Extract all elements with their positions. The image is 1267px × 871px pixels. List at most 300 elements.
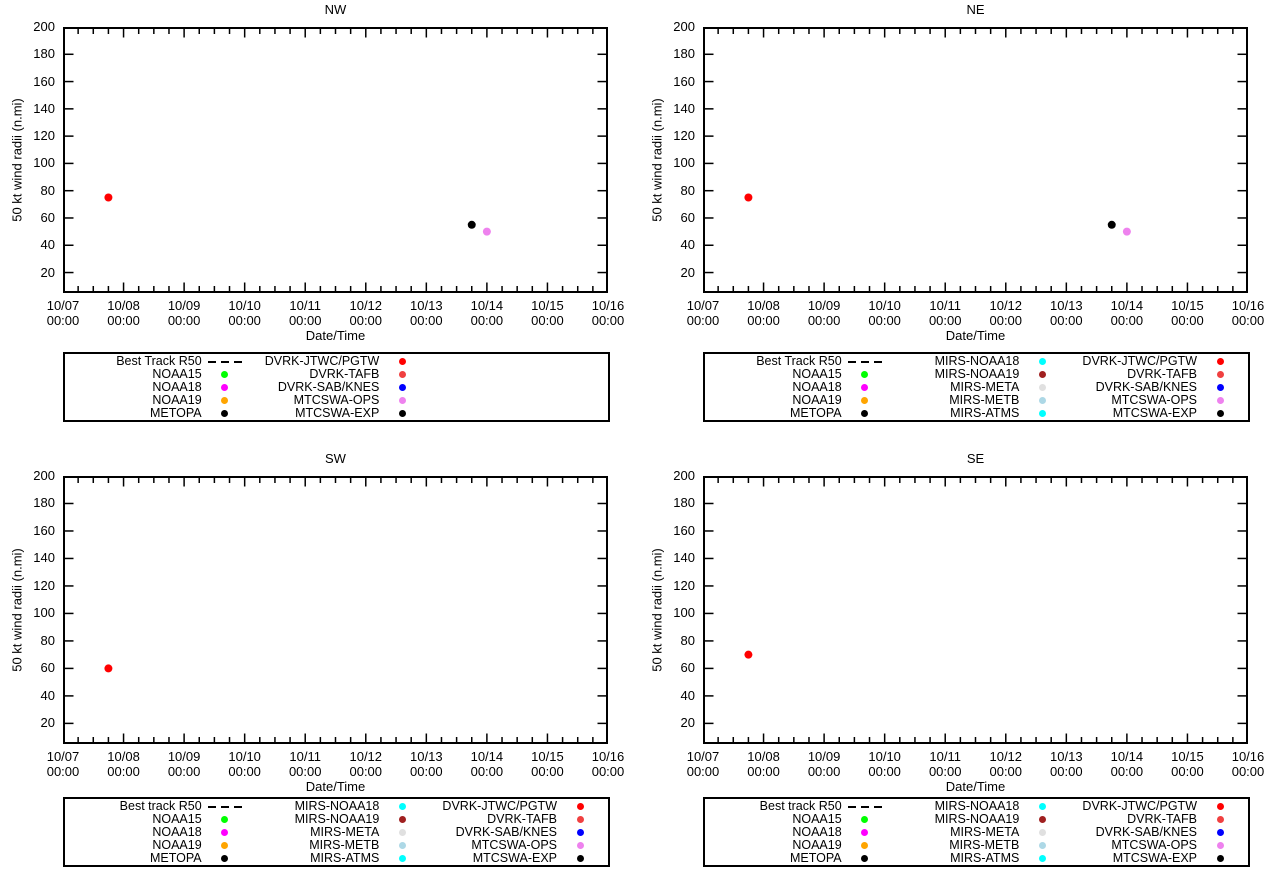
legend-label: MIRS-ATMS [950,406,1020,420]
x-tick-date: 10/14 [1110,298,1144,313]
x-tick-date: 10/13 [410,749,443,764]
dashed-line-sample [861,361,869,363]
legend-marker-dot [1039,397,1046,404]
plot-frame [64,28,607,292]
legend-marker-dot [399,816,406,823]
legend-label: DVRK-JTWC/PGTW [264,354,380,368]
legend-marker [1019,816,1065,823]
legend-label: DVRK-SAB/KNES [1095,825,1197,839]
x-tick-label [523,298,571,328]
legend-marker-dot [221,816,228,823]
x-tick-time: 00:00 [989,764,1023,779]
legend-marker [1019,855,1065,862]
x-tick-label [160,298,208,328]
legend-label: DVRK-SAB/KNES [455,825,557,839]
legend-marker [557,816,603,823]
x-tick-label [800,298,848,328]
x-tick-date: 10/10 [228,298,261,313]
legend-label: NOAA15 [152,367,202,381]
y-tick-label: 80 [40,632,55,648]
y-tick-label: 100 [673,155,695,171]
x-tick-label [160,749,208,779]
plot-area-sw [63,476,608,744]
legend-marker [842,384,888,391]
legend-marker [202,410,248,417]
legend-marker [842,816,888,823]
x-tick-label [921,749,969,779]
legend-marker [379,358,425,365]
legend-marker [842,361,888,363]
legend-entry [425,852,603,865]
legend-marker-dot [1039,371,1046,378]
dashed-line-sample [221,361,229,363]
x-tick-time: 00:00 [167,313,201,328]
legend-marker [1019,384,1065,391]
legend-marker [842,842,888,849]
legend-column-3 [1065,800,1243,865]
legend-label: DVRK-JTWC/PGTW [442,799,557,813]
y-tick-label: 100 [33,605,55,621]
legend-marker-dot [1039,410,1046,417]
y-axis-label-nw: 50 kt wind radii (n.mi) [9,98,25,222]
legend-label: MIRS-NOAA18 [934,354,1020,368]
legend-marker-dot [1217,803,1224,810]
x-tick-label [1103,298,1151,328]
legend-label: DVRK-TAFB [1127,812,1197,826]
legend-marker-dot [861,842,868,849]
x-tick-label [1163,298,1211,328]
x-tick-time: 00:00 [928,313,962,328]
legend-marker-dot [1217,410,1224,417]
x-tick-time: 00:00 [686,313,720,328]
x-tick-date: 10/14 [1110,749,1144,764]
y-tick-label: 180 [673,46,695,62]
legend-marker [379,371,425,378]
legend-label: METOPA [790,851,842,865]
legend-label: MIRS-METB [309,838,380,852]
y-tick-label: 80 [40,182,55,198]
legend-marker-dot [1039,842,1046,849]
x-tick-label [1103,749,1151,779]
legend-marker [379,803,425,810]
x-tick-label [584,749,632,779]
legend-label: DVRK-TAFB [487,812,557,826]
dashed-line-sample [208,361,216,363]
legend-label: NOAA18 [152,825,202,839]
x-tick-date: 10/15 [531,749,564,764]
x-tick-time: 00:00 [46,313,80,328]
legend-marker [557,829,603,836]
legend-marker [842,806,888,808]
x-tick-label [463,298,511,328]
x-tick-label [221,298,269,328]
legend-marker [202,371,248,378]
x-tick-date: 10/09 [167,298,201,313]
legend-marker-dot [577,816,584,823]
x-tick-date: 10/10 [868,298,901,313]
legend-marker [1019,803,1065,810]
dashed-line-sample [221,806,229,808]
legend-marker [379,816,425,823]
legend-marker [202,806,248,808]
x-tick-label [39,749,87,779]
x-tick-date: 10/07 [46,749,80,764]
plot-frame [64,477,607,743]
legend-label: DVRK-SAB/KNES [1095,380,1197,394]
x-tick-label [740,298,788,328]
y-tick-label: 200 [673,468,695,483]
legend-marker-dot [1039,855,1046,862]
y-tick-label: 100 [33,155,55,171]
legend-marker [1197,410,1243,417]
y-tick-label: 180 [33,46,55,62]
legend-marker-dot [1217,816,1224,823]
x-tick-time: 00:00 [1171,313,1204,328]
x-tick-time: 00:00 [288,764,322,779]
y-tick-label: 200 [673,19,695,34]
y-tick-label: 120 [33,128,55,144]
legend-marker [1019,829,1065,836]
x-tick-time: 00:00 [46,764,80,779]
legend-label: Best track R50 [759,799,842,813]
legend-label: METOPA [790,406,842,420]
legend-marker [1197,803,1243,810]
legend-marker [379,829,425,836]
y-tick-label: 40 [680,687,695,703]
legend-marker [1019,410,1065,417]
x-tick-time: 00:00 [470,764,504,779]
panel-title-ne: NE [966,2,985,17]
legend-marker [1197,358,1243,365]
x-tick-date: 10/13 [1050,298,1083,313]
legend-label: MIRS-ATMS [310,851,380,865]
x-tick-date: 10/16 [591,298,625,313]
x-tick-label [402,298,450,328]
x-axis-label-nw: Date/Time [305,328,366,343]
x-tick-time: 00:00 [1050,313,1083,328]
legend-column-1 [70,355,248,420]
x-tick-date: 10/15 [531,298,564,313]
legend-column-1 [70,800,248,865]
x-tick-time: 00:00 [1171,764,1204,779]
legend-label: MIRS-META [310,825,380,839]
legend-marker [557,803,603,810]
x-tick-date: 10/11 [929,298,961,313]
x-tick-date: 10/16 [1231,749,1265,764]
legend-label: MTCSWA-OPS [293,393,380,407]
x-tick-time: 00:00 [1110,764,1144,779]
x-axis-label-ne: Date/Time [945,328,1006,343]
legend-marker [202,384,248,391]
legend-label: MIRS-META [950,380,1020,394]
legend-marker [202,842,248,849]
legend-marker-dot [1217,842,1224,849]
y-tick-label: 60 [680,660,695,676]
x-tick-label [100,298,148,328]
legend-label: MIRS-META [950,825,1020,839]
y-tick-label: 100 [673,605,695,621]
legend-entry [888,852,1066,865]
y-tick-label: 120 [673,128,695,144]
legend-marker-dot [221,842,228,849]
x-tick-time: 00:00 [928,764,962,779]
legend-marker [379,842,425,849]
dashed-line-sample [874,361,882,363]
legend-marker-dot [861,829,868,836]
dashed-line-sample [234,361,242,363]
legend-entry [70,852,248,865]
x-tick-time: 00:00 [107,764,140,779]
legend-label: MTCSWA-EXP [295,406,380,420]
legend-column-3 [1065,355,1243,420]
legend-marker-dot [1217,358,1224,365]
legend-label: MTCSWA-EXP [1112,851,1197,865]
x-tick-date: 10/11 [289,298,321,313]
legend-marker [202,816,248,823]
dashed-line-sample [848,361,856,363]
legend-entry [70,407,248,420]
x-tick-time: 00:00 [1231,764,1265,779]
x-tick-label [1042,749,1090,779]
x-tick-date: 10/14 [470,749,504,764]
y-tick-label: 200 [33,19,55,34]
plot-area-ne [703,27,1248,293]
legend-entry [710,407,888,420]
x-tick-time: 00:00 [747,764,780,779]
x-tick-label [523,749,571,779]
y-tick-label: 40 [40,237,55,253]
legend-marker-dot [399,410,406,417]
data-point-mtcswa-ops [483,228,491,236]
x-tick-date: 10/12 [989,749,1023,764]
y-tick-label: 180 [673,495,695,511]
legend-column-3 [425,800,603,865]
legend-marker-dot [1217,855,1224,862]
y-axis-label-se: 50 kt wind radii (n.mi) [649,548,665,672]
x-tick-time: 00:00 [228,764,261,779]
legend-marker [379,410,425,417]
plot-frame [704,28,1247,292]
legend-marker-dot [221,384,228,391]
legend-column-1 [710,355,888,420]
legend-marker [842,829,888,836]
x-tick-label [982,298,1030,328]
x-tick-label [281,749,329,779]
legend-marker [1197,816,1243,823]
legend-label: Best Track R50 [116,354,202,368]
legend-label: MIRS-NOAA19 [934,812,1020,826]
legend-label: MIRS-METB [949,838,1020,852]
x-tick-time: 00:00 [1110,313,1144,328]
x-tick-date: 10/16 [1231,298,1265,313]
legend-marker [379,397,425,404]
y-tick-label: 20 [40,264,55,280]
legend-entry [888,407,1066,420]
y-tick-label: 80 [680,182,695,198]
legend-label: METOPA [150,851,202,865]
x-tick-label [463,749,511,779]
x-tick-date: 10/11 [929,749,961,764]
legend-marker-dot [399,855,406,862]
legend-marker-dot [861,397,868,404]
y-tick-label: 20 [680,264,695,280]
legend-marker-dot [399,842,406,849]
y-tick-label: 60 [40,209,55,225]
x-tick-time: 00:00 [868,764,901,779]
legend-label: MIRS-NOAA18 [934,799,1020,813]
legend-marker [557,842,603,849]
y-tick-label: 140 [673,100,695,116]
plot-area-nw [63,27,608,293]
x-tick-time: 00:00 [349,313,383,328]
x-tick-date: 10/09 [167,749,201,764]
legend-label: NOAA18 [152,380,202,394]
x-tick-date: 10/08 [747,298,780,313]
legend-label: Best track R50 [119,799,202,813]
data-point-dvrk-jtwc-pgtw [744,651,752,659]
y-tick-label: 120 [673,577,695,593]
panel-title-nw: NW [324,2,347,17]
legend-marker-dot [577,842,584,849]
dashed-line-sample [861,806,869,808]
x-tick-date: 10/15 [1171,749,1204,764]
legend-marker [1197,384,1243,391]
legend-label: MTCSWA-EXP [472,851,557,865]
x-tick-label [861,298,909,328]
legend-marker [1019,842,1065,849]
legend-marker [1197,829,1243,836]
legend-marker-dot [1039,816,1046,823]
legend-entry [1065,852,1243,865]
legend-column-2 [248,355,426,420]
x-tick-time: 00:00 [531,313,564,328]
y-tick-label: 140 [33,100,55,116]
x-tick-label [584,298,632,328]
x-tick-time: 00:00 [807,764,841,779]
legend-marker-dot [221,855,228,862]
legend-label: MTCSWA-OPS [1111,393,1197,407]
x-tick-date: 10/08 [747,749,780,764]
x-tick-time: 00:00 [349,764,383,779]
x-tick-label [281,298,329,328]
legend-label: NOAA15 [792,812,842,826]
legend-marker-dot [221,410,228,417]
legend-label: NOAA19 [152,393,202,407]
x-tick-date: 10/09 [807,298,841,313]
x-tick-date: 10/11 [289,749,321,764]
legend-marker [842,397,888,404]
legend-nw [63,352,610,422]
x-tick-date: 10/12 [349,749,383,764]
legend-label: NOAA19 [792,838,842,852]
y-axis-label-ne: 50 kt wind radii (n.mi) [649,98,665,222]
x-tick-label [221,749,269,779]
x-tick-label [861,749,909,779]
legend-se [703,797,1250,867]
legend-label: NOAA15 [792,367,842,381]
legend-marker [1197,397,1243,404]
x-tick-time: 00:00 [470,313,504,328]
x-tick-time: 00:00 [410,313,443,328]
x-tick-date: 10/10 [228,749,261,764]
panel-title-sw: SW [325,451,346,466]
y-tick-label: 60 [40,660,55,676]
y-tick-label: 160 [33,73,55,89]
legend-sw [63,797,610,867]
y-tick-label: 160 [673,522,695,538]
y-tick-label: 160 [673,73,695,89]
legend-marker-dot [399,384,406,391]
data-point-mtcswa-exp [1108,221,1116,229]
legend-column-3 [425,355,603,420]
legend-marker [202,829,248,836]
legend-marker [1019,397,1065,404]
x-tick-time: 00:00 [167,764,201,779]
legend-label: DVRK-JTWC/PGTW [1082,799,1197,813]
x-tick-time: 00:00 [228,313,261,328]
legend-marker-dot [577,855,584,862]
x-tick-date: 10/12 [989,298,1023,313]
legend-marker-dot [399,397,406,404]
x-tick-date: 10/08 [107,298,140,313]
legend-marker [842,855,888,862]
legend-label: MIRS-METB [949,393,1020,407]
legend-marker-dot [1039,803,1046,810]
y-tick-label: 20 [40,715,55,731]
legend-marker-dot [861,371,868,378]
legend-ne [703,352,1250,422]
legend-marker [1197,842,1243,849]
dashed-line-sample [208,806,216,808]
legend-marker [1019,358,1065,365]
y-tick-label: 80 [680,632,695,648]
y-tick-label: 120 [33,577,55,593]
x-tick-label [740,749,788,779]
legend-marker-dot [221,371,228,378]
legend-label: MTCSWA-OPS [1111,838,1197,852]
y-tick-label: 160 [33,522,55,538]
y-tick-label: 180 [33,495,55,511]
legend-marker-dot [861,410,868,417]
legend-label: Best Track R50 [756,354,842,368]
legend-label: MTCSWA-OPS [471,838,557,852]
legend-label: DVRK-TAFB [1127,367,1197,381]
legend-label: NOAA15 [152,812,202,826]
y-tick-label: 40 [40,687,55,703]
x-tick-time: 00:00 [989,313,1023,328]
plot-frame [704,477,1247,743]
legend-marker-dot [221,829,228,836]
x-tick-date: 10/13 [410,298,443,313]
y-tick-label: 140 [33,550,55,566]
y-tick-label: 140 [673,550,695,566]
legend-marker-dot [1039,384,1046,391]
legend-marker [842,410,888,417]
x-tick-label [982,749,1030,779]
x-tick-label [1224,298,1267,328]
legend-label: NOAA19 [152,838,202,852]
x-tick-time: 00:00 [1231,313,1265,328]
x-tick-date: 10/08 [107,749,140,764]
y-axis-label-sw: 50 kt wind radii (n.mi) [9,548,25,672]
x-tick-date: 10/07 [686,298,720,313]
x-tick-time: 00:00 [686,764,720,779]
x-tick-label [800,749,848,779]
legend-marker-dot [221,397,228,404]
x-tick-label [342,298,390,328]
dashed-line-sample [874,806,882,808]
x-tick-date: 10/09 [807,749,841,764]
